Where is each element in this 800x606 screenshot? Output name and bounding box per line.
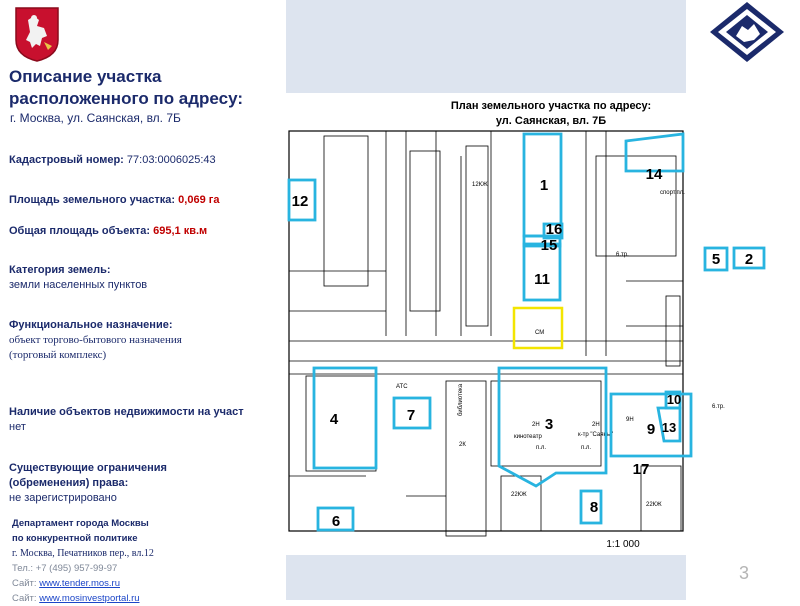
map-label-sport: спорт.пл. [660,190,685,196]
purpose-label: Функциональное назначение: [9,319,173,331]
dept-address: г. Москва, Печатников пер., вл.12 [12,548,154,559]
land-area-block [9,193,219,208]
object-area-value: 695,1 кв.м [153,225,208,237]
map-title-line1: План земельного участка по адресу: [450,100,652,112]
parcel-label-17: 17 [632,461,650,478]
land-plot-map [286,96,754,555]
parcel-label-6: 6 [331,513,341,530]
object-area-block [9,224,207,239]
land-area-label: Площадь земельного участка: [9,194,176,206]
map-label-cm: СМ [535,330,545,336]
parcel-label-14: 14 [645,166,663,183]
site-link-investportal[interactable]: www.mosinvestportal.ru [39,593,140,604]
purpose-line1: объект торгово-бытового назначения [9,334,182,346]
title-line1: Описание участка [9,67,162,86]
page-number: 3 [739,563,750,583]
parcel-label-16: 16 [545,221,563,238]
dept-line2: по конкурентной политике [12,533,138,544]
restrictions-value: не зарегистрировано [9,492,117,504]
map-label-pl-2: п.л. [581,445,592,451]
restrictions-line1: Существующие ограничения [9,462,167,474]
map-label-biblioteka: библиотека [458,383,464,416]
dept-line1: Департамент города Москвы [12,518,149,529]
page-title [9,66,243,110]
parcel-label-4: 4 [329,411,339,428]
map-label-zh22-2: 22КЖ [646,502,662,508]
map-footer-background [286,555,686,600]
map-label-pl-1: п.л. [536,445,547,451]
restrictions-block [9,461,167,506]
moscow-coat-of-arms-icon [14,6,60,62]
parcel-label-1: 1 [539,177,549,194]
map-label-h9: 9Н [626,417,634,423]
department-logo-icon [708,0,786,64]
cadastral-block [9,153,216,168]
map-label-k2: 2К [459,442,466,448]
site-label-2: Сайт: [12,593,37,604]
restrictions-line2: (обременения) права: [9,477,129,489]
parcel-label-7: 7 [406,407,416,424]
map-title-line2: ул. Саянская, вл. 7Б [495,115,607,127]
parcel-label-15: 15 [540,237,558,254]
map-label-sayany: к-тр "Саяны" [578,432,614,438]
purpose-block [9,318,182,363]
land-category-value: земли населенных пунктов [9,279,148,291]
map-label-h12-1: 12КЖ [472,182,488,188]
land-area-value: 0,069 га [178,194,220,206]
title-colon: : [237,89,244,108]
purpose-line2: (торговый комплекс) [9,349,107,361]
land-category-label: Категория земель: [9,264,111,276]
parcel-label-5: 5 [711,251,721,268]
parcel-label-2: 2 [744,251,754,268]
parcel-label-10: 10 [666,392,682,407]
address: г. Москва, ул. Саянская, вл. 7Б [10,111,181,125]
map-header-background [286,0,686,93]
land-category-block [9,263,147,293]
map-label-h2-1: 2Н [532,422,540,428]
map-scale: 1:1 000 [606,539,640,550]
map-label-kinoteatr: кинотеатр [514,434,542,440]
cadastral-value: 77:03:0006025:43 [126,154,216,166]
map-label-ats: АТС [396,384,408,390]
parcel-label-9: 9 [646,421,656,438]
cadastral-label: Кадастровый номер: [9,154,124,166]
parcel-label-13: 13 [661,420,677,435]
realty-value: нет [9,421,26,433]
object-area-label: Общая площадь объекта: [9,225,151,237]
realty-label: Наличие объектов недвижимости на участ [9,406,244,418]
parcel-label-3: 3 [544,416,554,433]
title-line2: расположенного по адресу [9,89,238,108]
site-label: Сайт: [12,578,37,589]
parcel-label-8: 8 [589,499,599,516]
parcel-label-11: 11 [534,271,550,288]
department-contacts [12,516,154,606]
map-label-tp6-2: 6.тр. [712,404,725,410]
map-label-h2-2: 2Н [592,422,600,428]
parcel-label-12: 12 [291,193,309,210]
map-label-zh22-1: 22КЖ [511,492,527,498]
dept-phone: Тел.: +7 (495) 957-99-97 [12,563,118,574]
map-label-tp6-1: 6.тр. [616,252,629,258]
realty-block [9,405,244,435]
site-link-tender[interactable]: www.tender.mos.ru [39,578,120,589]
